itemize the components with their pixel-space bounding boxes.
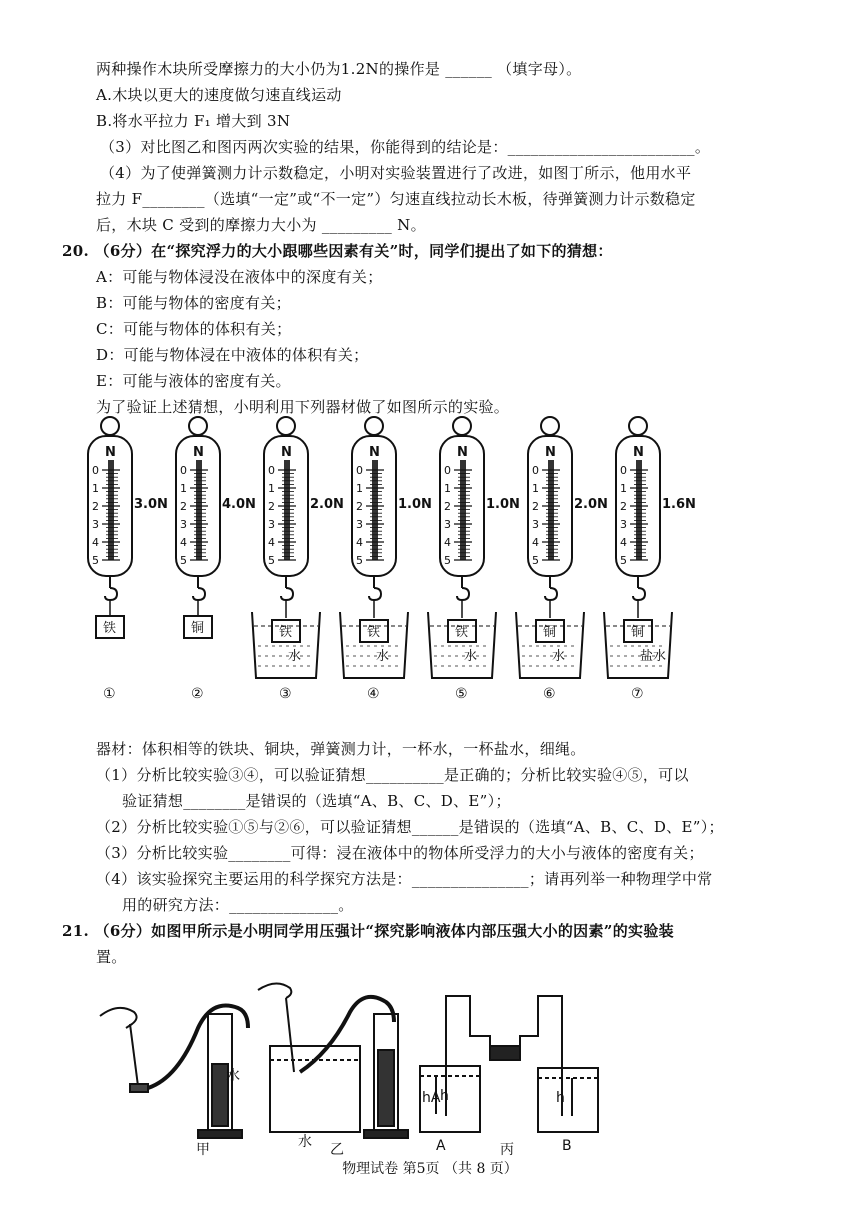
label-yi: 乙 <box>330 1142 344 1156</box>
q20-hypothesis-e: E：可能与液体的密度有关。 <box>96 372 291 390</box>
scale-tick-label: 2 <box>532 500 539 513</box>
scale-tick-label: 2 <box>356 500 363 513</box>
q20-sub1-line2: 验证猜想________是错误的（选填“A、B、C、D、E”）； <box>122 792 511 810</box>
liquid-label: 水 <box>376 649 390 664</box>
scale-tick-label: 3 <box>268 518 275 531</box>
scale-reading: 1.6N <box>662 497 696 512</box>
label-ha: hA <box>422 1090 441 1106</box>
scale-tick-label: 3 <box>620 518 627 531</box>
scale-tick-label: 1 <box>532 482 539 495</box>
scale-tick-label: 2 <box>444 500 451 513</box>
q20-sub4-line2: 用的研究方法：______________。 <box>122 896 354 914</box>
spring-scale-setup <box>252 417 344 702</box>
scale-tick-label: 3 <box>180 518 187 531</box>
scale-tick-label: 5 <box>180 554 187 567</box>
scale-tick-label: 1 <box>92 482 99 495</box>
label-h-b: h <box>556 1090 565 1106</box>
scale-tick-label: 5 <box>268 554 275 567</box>
q20-hypothesis-d: D：可能与物体浸在中液体的体积有关； <box>96 346 369 364</box>
scale-ring <box>541 417 559 435</box>
scale-tick-label: 0 <box>444 464 451 477</box>
spring-scale-setup <box>340 417 432 702</box>
scale-tick-label: 1 <box>356 482 363 495</box>
scale-hook <box>633 588 645 600</box>
spring-scale-figure <box>80 412 720 712</box>
scale-reading: 1.0N <box>398 497 432 512</box>
q20-sub2: （2）分析比较实验①⑤与②⑥，可以验证猜想______是错误的（选填“A、B、C、D、E”）； <box>96 818 724 836</box>
hand-yi <box>258 983 291 998</box>
scale-letter: N <box>633 445 644 460</box>
spring-scale-setup <box>428 417 520 702</box>
u-tube-liquid <box>490 1046 520 1060</box>
setup-number: ② <box>191 686 204 702</box>
q21-header-cont: 置。 <box>96 948 127 966</box>
scale-tick-label: 5 <box>532 554 539 567</box>
scale-reading: 2.0N <box>310 497 344 512</box>
scale-hook <box>105 588 117 600</box>
q19-part4-line1: （4）为了使弹簧测力计示数稳定，小明对实验装置进行了改进，如图丁所示，他用水平 <box>100 164 692 182</box>
block-label: 铁 <box>455 625 469 640</box>
scale-tick-label: 1 <box>444 482 451 495</box>
scale-ring <box>629 417 647 435</box>
scale-reading: 3.0N <box>134 497 168 512</box>
scale-ring <box>453 417 471 435</box>
scale-tick-label: 5 <box>620 554 627 567</box>
scale-hook <box>193 588 205 600</box>
scale-tick-label: 0 <box>356 464 363 477</box>
q20-hypothesis-b: B：可能与物体的密度有关； <box>96 294 291 312</box>
scale-tick-label: 2 <box>620 500 627 513</box>
scale-tick-label: 4 <box>356 536 363 549</box>
scale-tick-label: 4 <box>444 536 451 549</box>
scale-tick-label: 0 <box>268 464 275 477</box>
q20-sub3: （3）分析比较实验________可得：浸在液体中的物体所受浮力的大小与液体的密度有关； <box>96 844 704 862</box>
scale-tick-label: 1 <box>268 482 275 495</box>
scale-tick-label: 2 <box>180 500 187 513</box>
scale-tick-label: 3 <box>92 518 99 531</box>
setup-number: ④ <box>367 686 380 702</box>
spring-scale-setup <box>176 417 256 702</box>
label-water-jia: 水 <box>226 1068 240 1084</box>
scale-letter: N <box>457 445 468 460</box>
setup-number: ③ <box>279 686 292 702</box>
block-label: 铁 <box>367 625 381 640</box>
q21-header: 21. （6分）如图甲所示是小明同学用压强计“探究影响液体内部压强大小的因素”的实验装 <box>62 922 674 940</box>
scale-tick-label: 4 <box>620 536 627 549</box>
scale-ring <box>189 417 207 435</box>
q19-line1: 两种操作木块所受摩擦力的大小仍为1.2N的操作是 ______ （填字母）。 <box>96 60 582 78</box>
block-label: 铁 <box>279 625 293 640</box>
setup-number: ⑥ <box>543 686 556 702</box>
probe-line-jia <box>130 1024 138 1086</box>
label-h-a: h <box>440 1088 449 1104</box>
q19-option-b: B.将水平拉力 F₁ 增大到 3N <box>96 112 291 130</box>
scale-tick-label: 0 <box>180 464 187 477</box>
scale-letter: N <box>369 445 380 460</box>
scale-hook <box>281 588 293 600</box>
label-jia: 甲 <box>196 1142 210 1156</box>
scale-reading: 4.0N <box>222 497 256 512</box>
scale-reading: 2.0N <box>574 497 608 512</box>
label-a: A <box>436 1138 446 1154</box>
block-label: 铁 <box>103 621 117 636</box>
scale-ring <box>101 417 119 435</box>
pressure-gauge-figure <box>90 976 610 1156</box>
q20-sub4-line1: （4）该实验探究主要运用的科学探究方法是：_______________；请再列举一种物理学中常 <box>96 870 713 888</box>
q19-option-a: A.木块以更大的速度做匀速直线运动 <box>96 86 342 104</box>
gauge-base-yi <box>364 1130 408 1138</box>
gauge-base-jia <box>198 1130 242 1138</box>
scale-letter: N <box>281 445 292 460</box>
q20-sub1-line1: （1）分析比较实验③④，可以验证猜想__________是正确的；分析比较实验④⑤，可以 <box>96 766 689 784</box>
block-label: 铜 <box>543 625 557 640</box>
q20-hypothesis-a: A：可能与物体浸没在液体中的深度有关； <box>96 268 383 286</box>
scale-tick-label: 2 <box>92 500 99 513</box>
scale-letter: N <box>193 445 204 460</box>
label-b: B <box>562 1138 572 1154</box>
q20-intro: 为了验证上述猜想，小明利用下列器材做了如图所示的实验。 <box>96 398 510 416</box>
probe-jia <box>130 1084 148 1092</box>
q20-equipment: 器材：体积相等的铁块、铜块，弹簧测力计，一杯水，一杯盐水，细绳。 <box>96 740 586 758</box>
page-footer: 物理试卷 第5页 （共 8 页） <box>342 1161 518 1177</box>
scale-tick-label: 4 <box>532 536 539 549</box>
scale-tick-label: 5 <box>444 554 451 567</box>
q20-hypothesis-c: C：可能与物体的体积有关； <box>96 320 292 338</box>
liquid-label: 盐水 <box>640 649 667 664</box>
scale-tick-label: 4 <box>92 536 99 549</box>
scale-tick-label: 3 <box>532 518 539 531</box>
spring-scale-setup <box>604 417 696 702</box>
block-label: 铜 <box>191 621 205 636</box>
scale-tick-label: 0 <box>620 464 627 477</box>
scale-tick-label: 2 <box>268 500 275 513</box>
scale-tick-label: 0 <box>532 464 539 477</box>
scale-ring <box>365 417 383 435</box>
scale-tick-label: 0 <box>92 464 99 477</box>
scale-tick-label: 3 <box>444 518 451 531</box>
scale-letter: N <box>545 445 556 460</box>
setup-number: ⑤ <box>455 686 468 702</box>
label-bing: 丙 <box>500 1142 514 1156</box>
q20-header: 20. （6分）在“探究浮力的大小跟哪些因素有关”时，同学们提出了如下的猜想： <box>62 242 613 260</box>
setup-number: ① <box>103 686 116 702</box>
q19-part4-line2: 拉力 F________（选填“一定”或“不一定”）匀速直线拉动长木板，待弹簧测力计示数稳定 <box>96 190 696 208</box>
q19-part3: （3）对比图乙和图丙两次实验的结果，你能得到的结论是：________________________。 <box>100 138 711 156</box>
scale-hook <box>369 588 381 600</box>
scale-tick-label: 5 <box>356 554 363 567</box>
scale-reading: 1.0N <box>486 497 520 512</box>
scale-tick-label: 3 <box>356 518 363 531</box>
liquid-label: 水 <box>552 649 566 664</box>
gauge-liquid-yi <box>378 1050 394 1126</box>
scale-hook <box>545 588 557 600</box>
setup-number: ⑦ <box>631 686 644 702</box>
liquid-label: 水 <box>288 649 302 664</box>
spring-scale-setup <box>516 417 608 702</box>
scale-letter: N <box>105 445 116 460</box>
liquid-label: 水 <box>464 649 478 664</box>
scale-ring <box>277 417 295 435</box>
scale-tick-label: 4 <box>180 536 187 549</box>
scale-tick-label: 4 <box>268 536 275 549</box>
scale-tick-label: 5 <box>92 554 99 567</box>
label-water-yi: 水 <box>298 1134 312 1150</box>
scale-tick-label: 1 <box>180 482 187 495</box>
spring-scale-setup <box>88 417 168 702</box>
q19-part4-line3: 后，木块 C 受到的摩擦力大小为 _________ N。 <box>96 216 426 234</box>
scale-hook <box>457 588 469 600</box>
scale-tick-label: 1 <box>620 482 627 495</box>
block-label: 铜 <box>631 625 645 640</box>
